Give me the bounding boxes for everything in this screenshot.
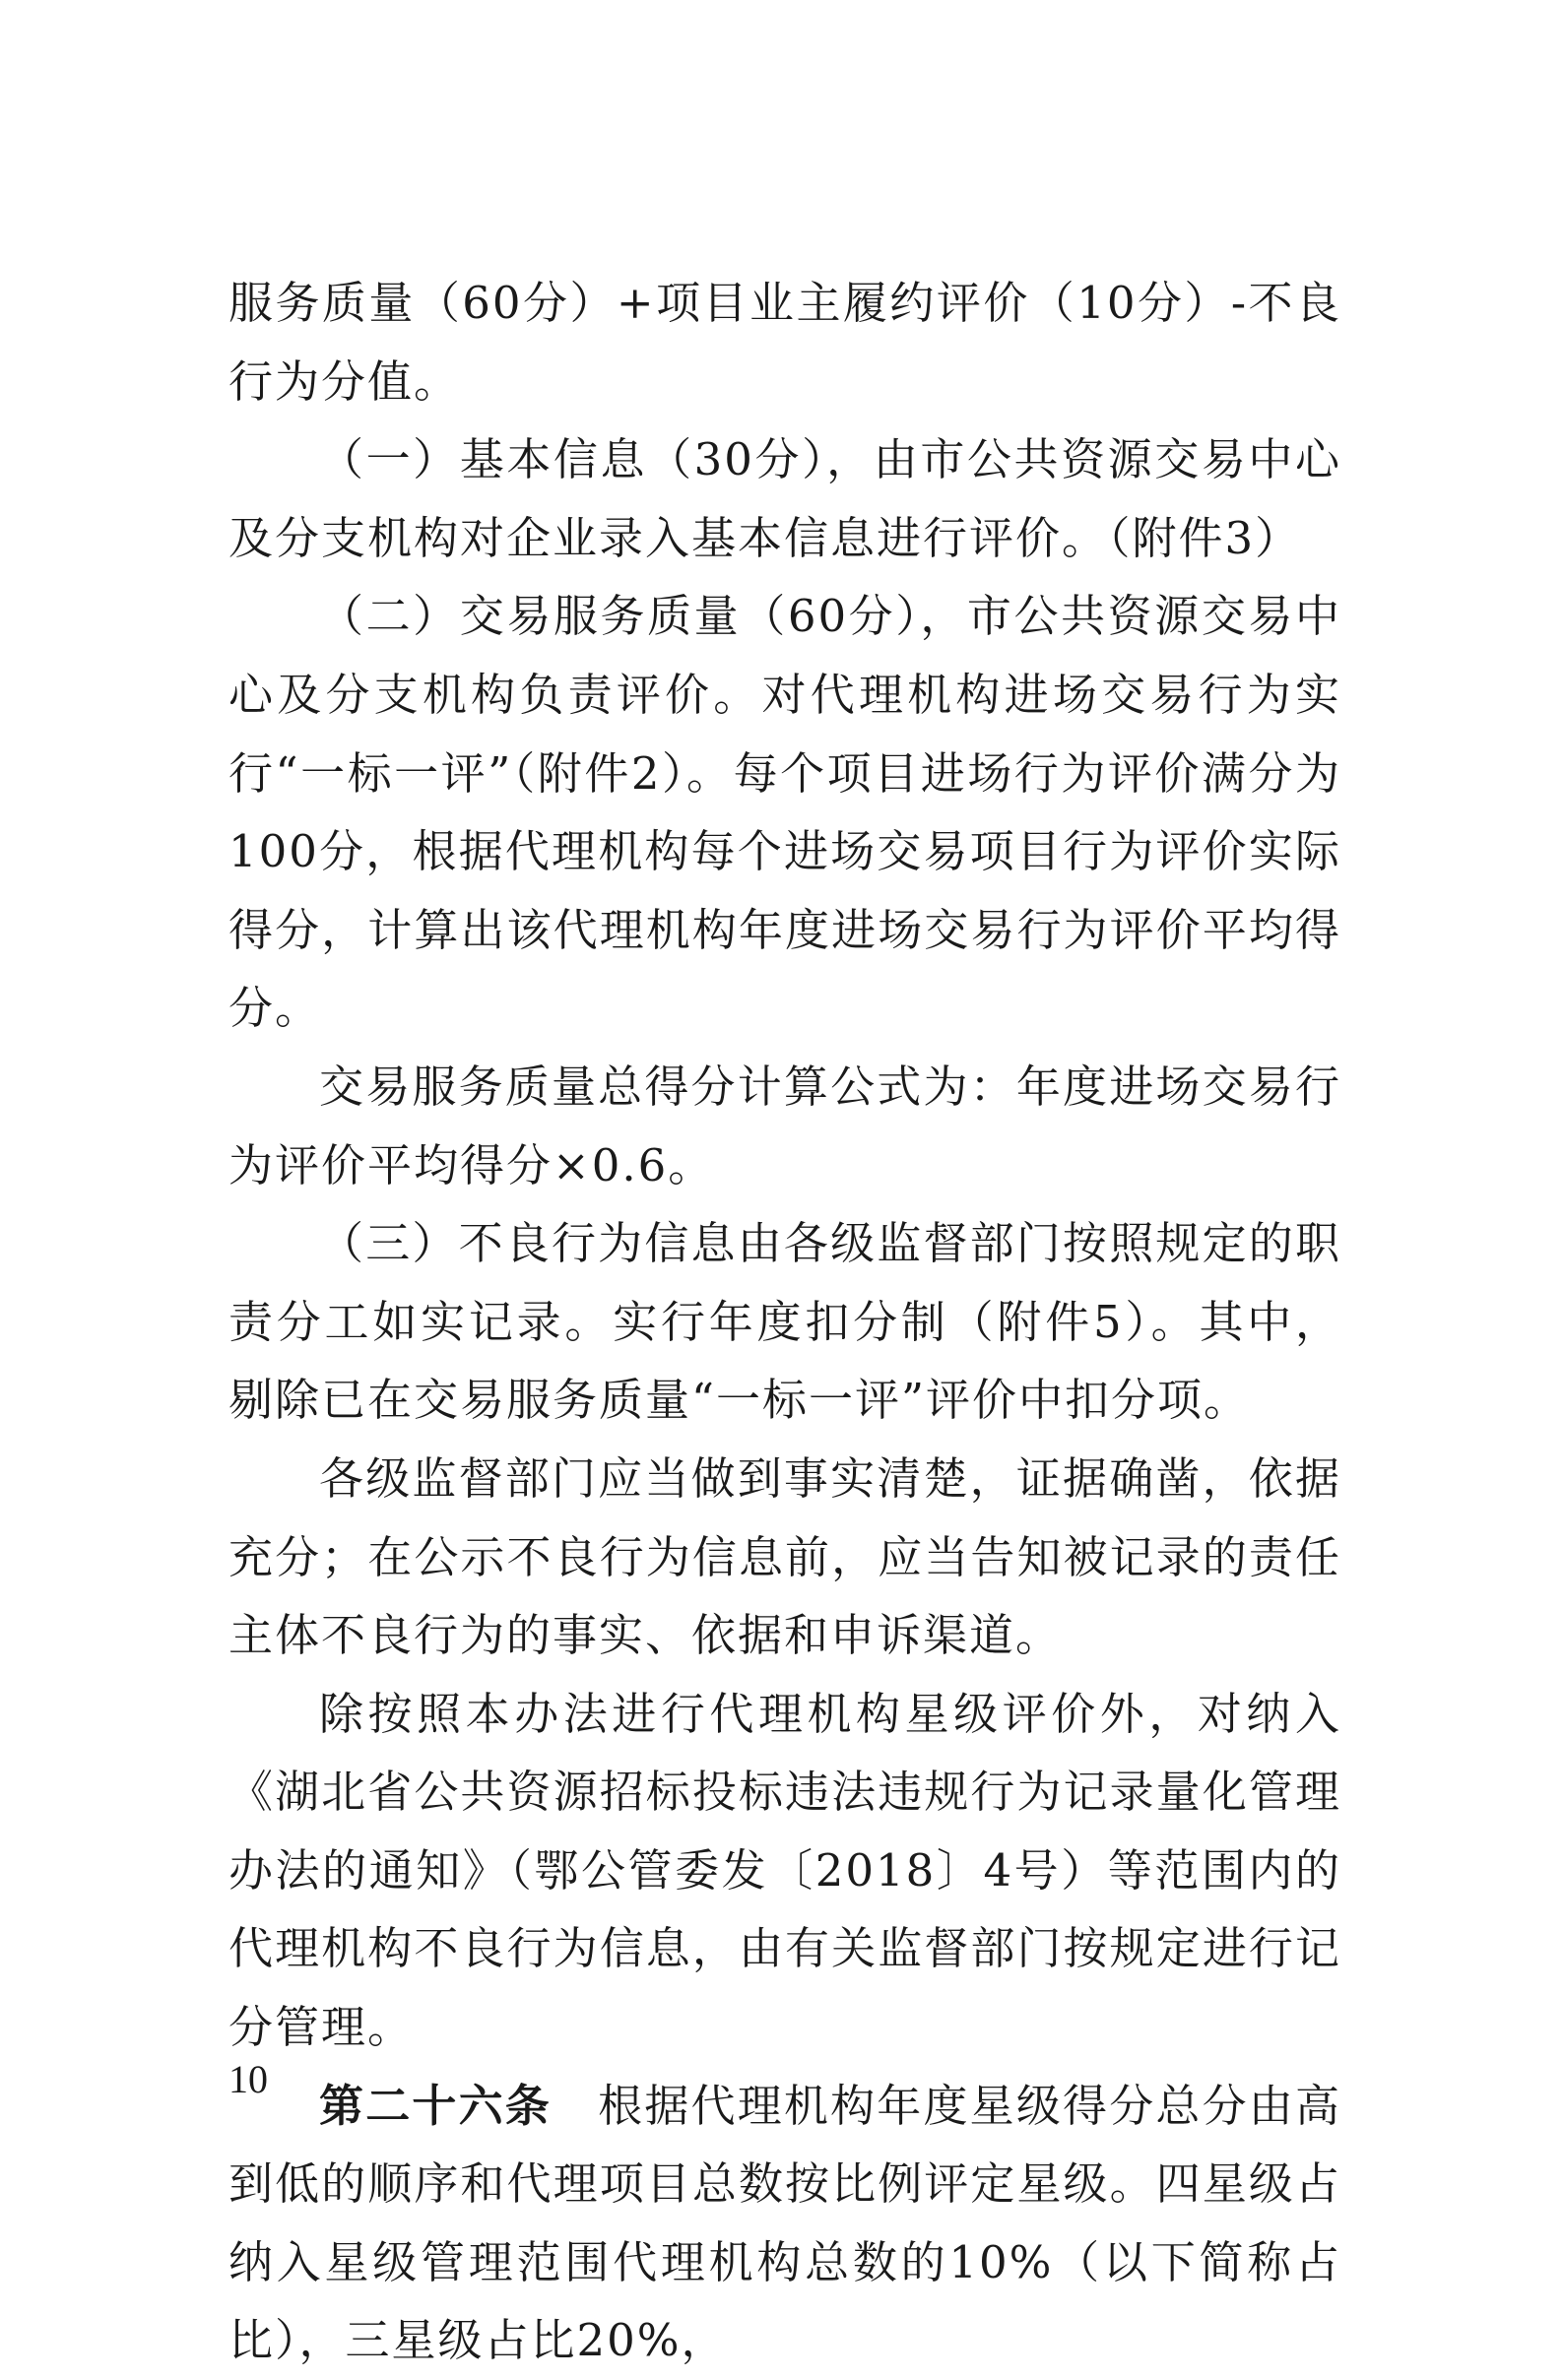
paragraph-service-quality-continuation: 服务质量（60分）+项目业主履约评价（10分）-不良行为分值。 (228, 277, 1341, 408)
article-text: 根据代理机构年度星级得分总分由高到低的顺序和代理项目总数按比例评定星级。四星级占纳入星级管理范围代理机构总数的10%（以下简称占比），三星级占比20%， (228, 2079, 1341, 2367)
paragraph-basic-info: （一）基本信息（30分），由市公共资源交易中心及分支机构对企业录入基本信息进行评价。（附件3） (228, 433, 1341, 564)
paragraph-transaction-service-quality: （二）交易服务质量（60分），市公共资源交易中心及分支机构负责评价。对代理机构进场交易行为实行“一标一评”（附件2）。每个项目进场行为评价满分为100分，根据代理机构每个进场交易项目行为评价实际得分，计算出该代理机构年度进场交易行为评价平均得分。 (228, 590, 1341, 1035)
paragraph-supervision-requirements: 各级监督部门应当做到事实清楚，证据确凿，依据充分；在公示不良行为信息前，应当告知被记录的责任主体不良行为的事实、依据和申诉渠道。 (228, 1451, 1341, 1662)
paragraph-score-formula: 交易服务质量总得分计算公式为：年度进场交易行为评价平均得分×0.6。 (228, 1060, 1341, 1191)
page-number: 10 (228, 2057, 268, 2101)
paragraph-bad-behavior-info: （三）不良行为信息由各级监督部门按照规定的职责分工如实记录。实行年度扣分制（附件5）。其中，剔除已在交易服务质量“一标一评”评价中扣分项。 (228, 1217, 1341, 1427)
paragraph-provincial-regulation: 除按照本办法进行代理机构星级评价外，对纳入《湖北省公共资源招标投标违法违规行为记录量化管理办法的通知》（鄂公管委发〔2018〕4号）等范围内的代理机构不良行为信息，由有关监督部门按规定进行记分管理。 (228, 1687, 1341, 2054)
body-text (228, 264, 1341, 2380)
paragraph-article-26 (228, 2067, 1341, 2380)
article-heading: 第二十六条 (319, 2079, 552, 2132)
